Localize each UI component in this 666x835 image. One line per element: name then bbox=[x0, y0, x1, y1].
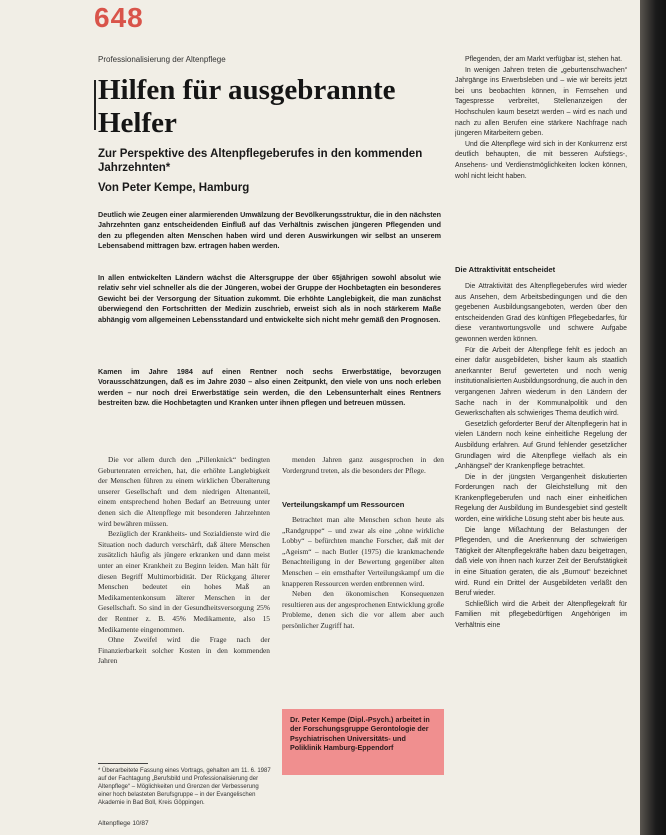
footnote: * Überarbeitete Fassung eines Vortrags, gehalten am 11. 6. 1987 auf der Fachtagung „Berufsbild und Professionalisierung der Altenpflege“ – Möglichkeiten und Grenzen der Verbesserung einer hoch belasteten Berufsgruppe – in der Evangelischen Akademie in Bad Boll, Kreis Göppingen. bbox=[98, 768, 271, 806]
body-paragraph: Für die Arbeit der Altenpflege fehlt es jedoch an einer dafür ausgebildeten, bisher kaum als staatlich anerkannter Beruf gewerteten und noch wenig institutionalisierten Ausbildungsordnung, die auch in den vergangenen Jahren wiederum in den Ländern der Sache nach in der Kommunalpolitik und den Gewerkschaften als schwieriges Thema deutlich wird. bbox=[455, 346, 627, 418]
body-paragraph: Die vor allem durch den „Pillenknick“ bedingten Geburtenraten erreichen, hat, die erhöhte Langlebigkeit der Menschen führen zu einem wirklichen Überalterung unserer Gesellschaft und dem niedrigen Altenanteil, einem entsprechend hohen Bedarf an Betreuung unter denen sich die Altenpflege mit besonderen Jahrzehnten wird bewähren müssen. bbox=[98, 455, 270, 528]
body-paragraph: Ohne Zweifel wird die Frage nach der Finanzierbarkeit solcher Kosten in den kommenden Jahren bbox=[98, 635, 270, 666]
lead-paragraph: In allen entwickelten Ländern wächst die Altersgruppe der über 65jährigen sowohl absolut wie relativ sehr viel schneller als die der Jüngeren, wobei der Gruppe der Hochbetagten ein besonderes Gewicht bei der Versorgung der Situation zukommt. Die erhöhte Langlebigkeit, die man zunächst überwiegend den Fortschritten der Medizin zuschrieb, erweist sich als in noch stärkerem Maße abhängig vom allgemeinen Lebensstandard und entwickelte sich nicht mehr gemäß den Prognosen. bbox=[98, 273, 441, 324]
body-column-left bbox=[98, 455, 270, 755]
section-heading: Verteilungskampf um Ressourcen bbox=[282, 500, 405, 509]
book-spine-shadow bbox=[640, 0, 666, 835]
body-column-right-2 bbox=[455, 282, 627, 822]
body-paragraph: Gesetzlich geforderter Beruf der Altenpflegerin hat in vielen Ländern noch keine einheitliche Regelung der Ausbildung erfahren. Auf Grund fehlender gesetzlicher Grundlagen wird die Altenpflege vielfach als ein „Anhängsel“ der Krankenpflege betrachtet. bbox=[455, 420, 627, 471]
body-paragraph: Und die Altenpflege wird sich in der Konkurrenz erst deutlich behaupten, die mit besseren Aufstiegs-, Ansehens- und Verdienstmöglichkeiten locken können, wohl nicht leicht haben. bbox=[455, 140, 627, 180]
section-heading: Die Attraktivität entscheidet bbox=[455, 265, 556, 274]
body-paragraph: menden Jahren ganz ausgesprochen in den Vordergrund treten, als die besonders der Pflege. bbox=[282, 455, 444, 475]
article-title: Hilfen für ausgebrannte Helfer bbox=[98, 74, 396, 139]
body-paragraph: Pflegenden, der am Markt verfügbar ist, stehen hat. bbox=[465, 56, 623, 63]
body-paragraph: Schließlich wird die Arbeit der Altenpflegekraft für Familien mit pflegebedürftigen Angehörigen im Verhältnis eine bbox=[455, 600, 627, 629]
body-column-mid bbox=[282, 455, 444, 495]
section-rubric: Professionalisierung der Altenpflege bbox=[98, 55, 226, 64]
body-column-mid-2 bbox=[282, 515, 444, 703]
body-paragraph: Betrachtet man alte Menschen schon heute als „Randgruppe“ – und zwar als eine „ohne wirkliche Lobby“ – befürchten manche Forscher, daß mit der „Ageism“ – nach Butler (1975) die krankmachende Benachteiligung in der Bewertung gegenüber alten Menschen – ein ernsthafter Verteilungskampf um die knapperen Ressourcen werden entbrennen wird. bbox=[282, 515, 444, 588]
author-line: Von Peter Kempe, Hamburg bbox=[98, 182, 250, 194]
body-paragraph: Die lange Mißachtung der Belastungen der Pflegenden, und die Anerkennung der schwierigen Tätigkeit der Altenpflegekräfte haben dazu beigetragen, daß viele von ihnen nach kurzer Zeit der Berufstätigkeit in eine Situation geraten, die als „Burnout“ bezeichnet wird. Rund ein Drittel der Ausgebildeten verläßt den Beruf wieder. bbox=[455, 526, 627, 598]
page-footer: Altenpflege 10/87 bbox=[98, 820, 149, 827]
article-subtitle: Zur Perspektive des Altenpflegeberufes in den kommenden Jahrzehnten* bbox=[98, 148, 423, 174]
body-paragraph: Die Attraktivität des Altenpflegeberufes wird wieder aus Ansehen, dem Arbeitsbedingungen und die den gegebenen Ausbildungsangeboten, werden über den entscheidenden Grad des künftigen Pflegebedarfes, für diese verantwortungsvolle und schwere Aufgabe gewonnen werden können. bbox=[455, 283, 627, 343]
body-paragraph: Bezüglich der Krankheits- und Sozialdienste wird die Situation noch dadurch verschärft, daß ältere Menschen zusätzlich häufig als jüngere erkranken und dann meist unter an einer Krankheit zu Beginn leiden. Man hält für diesen Begriff Multimorbidität. Der Rückgang älterer Menschen bedeutet ein hohes Maß an Medikamentenkonsum älterer Menschen in der Gesellschaft. So sind in der Gesundheitsversorgung 25% der Rentner z. B. 45% Medikamente, also 15 Medikamente eingenommen. bbox=[98, 529, 270, 634]
footnote-rule bbox=[98, 763, 148, 764]
body-paragraph: Neben den ökonomischen Konsequenzen resultieren aus der angesprochenen Entwicklung große Probleme, denen sich die vor allem aber auch persönlicher Zugriff hat. bbox=[282, 589, 444, 630]
body-column-right bbox=[455, 55, 627, 250]
body-paragraph: Die in der jüngsten Vergangenheit diskutierten Forderungen nach der Gleichstellung mit den Krankenpflegeberufen und nach einer einheitlichen Regelung der Ausbildung im Bundesgebiet sind gestellt worden, eine wirkliche Lösung steht aber bis heute aus. bbox=[455, 473, 627, 524]
author-bio-box: Dr. Peter Kempe (Dipl.-Psych.) arbeitet in der Forschungsgruppe Gerontologie der Psychiatrischen Universitäts- und Poliklinik Hamburg-Eppendorf bbox=[282, 709, 444, 775]
lead-paragraph: Deutlich wie Zeugen einer alarmierenden Umwälzung der Bevölkerungsstruktur, die in den nächsten Jahrzehnten ganz entscheidenden Einfluß auf das Verhältnis zwischen jüngeren Pflegenden und den zu pflegenden alten Menschen haben wird und deren Auswirkungen wir selbst an unserem Lebensabend mittragen bzw. ertragen haben werden. bbox=[98, 210, 441, 251]
page-number: 648 bbox=[94, 2, 144, 33]
title-rule bbox=[94, 80, 96, 130]
lead-paragraph: Kamen im Jahre 1984 auf einen Rentner noch sechs Erwerbstätige, bevorzugen Vorausschätzungen, daß es im Jahre 2030 – also einen Zeitpunkt, den viele von uns noch erleben werden – nur noch drei Erwerbstätige sein werden, die den Lebensunterhalt eines Rentners bestreiten bzw. die Hochbetagten und Kranken unter ihnen pflegen und betreuen müssen. bbox=[98, 367, 441, 408]
body-paragraph: In wenigen Jahren treten die „geburtenschwachen“ Jahrgänge ins Erwerbsleben und – wie wir bereits jetzt bei uns beobachten können, in Fernsehen und Tagespresse verbreitet, Stellenanzeigen der Hochschulen kaum besetzt werden – wird es nach und nach zu allen Berufen eine stärkere Nachfrage nach jüngeren Mitarbeitern geben. bbox=[455, 66, 627, 138]
